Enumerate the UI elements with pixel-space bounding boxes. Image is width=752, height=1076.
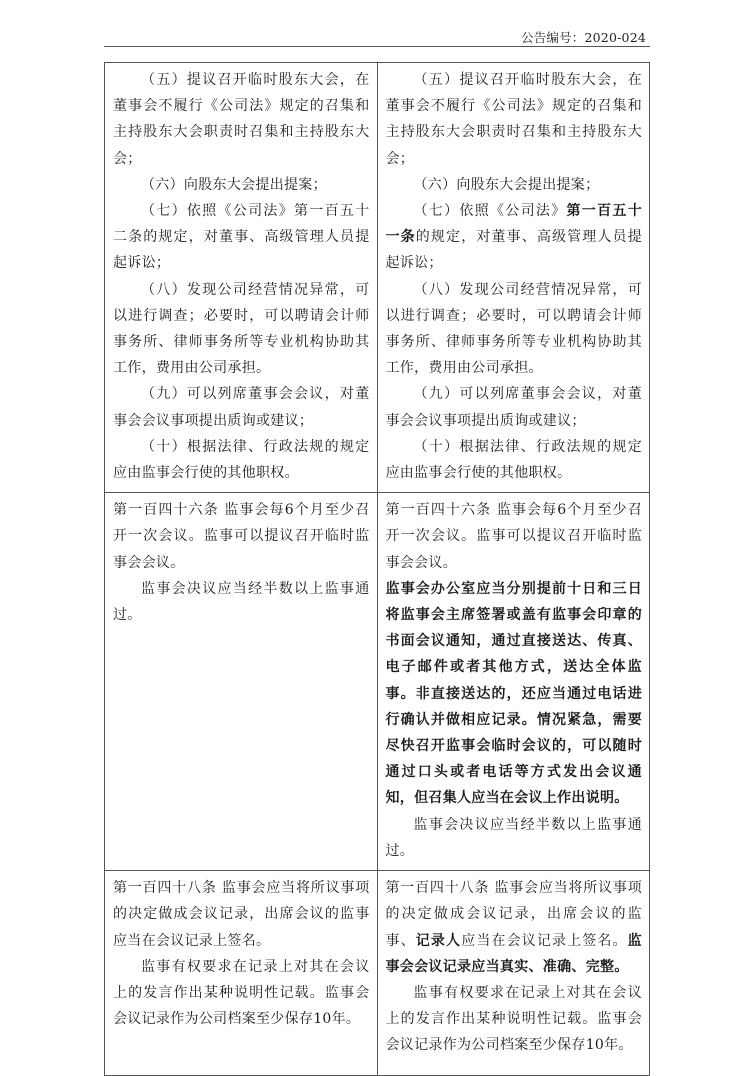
- clause-text: （七）依照《公司法》: [413, 203, 567, 220]
- clause-paragraph: （八）发现公司经营情况异常，可以进行调查；必要时，可以聘请会计师事务所、律师事务所等专业机构协助其工作，费用由公司承担。: [113, 281, 370, 377]
- clause-paragraph: 监事会决议应当经半数以上监事通过。: [113, 580, 370, 624]
- clause-text: 的规定，对董事、高级管理人员提起诉讼；: [385, 229, 642, 272]
- table-row: [105, 493, 650, 871]
- table-row: [105, 871, 650, 1076]
- clause-paragraph: 监事有权要求在记录上对其在会议上的发言作出某种说明性记载。监事会会议记录作为公司档案至少保存10年。: [385, 984, 642, 1054]
- article-paragraph: 第一百四十八条 监事会应当将所议事项的决定做成会议记录，出席会议的监事应当在会议记录上签名。: [113, 880, 370, 949]
- table-row: [105, 63, 650, 493]
- clause-paragraph: （五）提议召开临时股东大会，在董事会不履行《公司法》规定的召集和主持股东大会职责时召集和主持股东大会；: [385, 72, 642, 167]
- clause-paragraph: （五）提议召开临时股东大会，在董事会不履行《公司法》规定的召集和主持股东大会职责时召集和主持股东大会；: [113, 72, 370, 167]
- revised-text: 监事会办公室应当分别提前十日和三日将监事会主席签署或盖有监事会印章的书面会议通知，通过直接送达、传真、电子邮件或者其他方式，送达全体监事。非直接送达的，还应当通过电话进行确认并做相应记录。情况紧急，需要尽快召开监事会临时会议的，可以随时通过口头或者电话等方式发出会议通知，但召集人应当在会议上作出说明。: [385, 580, 642, 807]
- right-cell-revised: [377, 63, 650, 493]
- right-cell-revised: [377, 493, 650, 871]
- revised-text: 监事会会议记录应当真实、准确、完整。: [385, 932, 642, 975]
- clause-paragraph: （八）发现公司经营情况异常，可以进行调查；必要时，可以聘请会计师事务所、律师事务所等专业机构协助其工作，费用由公司承担。: [385, 281, 642, 377]
- right-cell-revised: [377, 871, 650, 1076]
- announcement-number: 公告编号：2020-024: [521, 30, 646, 45]
- clause-paragraph: （十）根据法律、行政法规的规定应由监事会行使的其他职权。: [385, 438, 642, 482]
- revised-text: 记录人: [415, 932, 462, 949]
- clause-paragraph: 监事会决议应当经半数以上监事通过。: [385, 816, 642, 859]
- header-divider: [104, 46, 650, 47]
- clause-paragraph: [386, 198, 643, 277]
- article-paragraph: [386, 875, 643, 980]
- clause-paragraph: （六）向股东大会提出提案；: [141, 176, 327, 193]
- clause-paragraph: （六）向股东大会提出提案；: [413, 176, 600, 193]
- clause-text: 应当在会议记录上签名。: [461, 932, 628, 949]
- clause-paragraph: （九）可以列席董事会会议，对董事会会议事项提出质询或建议；: [385, 386, 642, 429]
- article-paragraph: 第一百四十六条 监事会每6个月至少召开一次会议。监事可以提议召开临时监事会会议。: [385, 502, 642, 571]
- left-cell-original: [105, 871, 378, 1076]
- left-cell-original: [105, 493, 378, 871]
- article-paragraph: 第一百四十六条 监事会每6个月至少召开一次会议。监事可以提议召开临时监事会会议。: [113, 502, 370, 571]
- clause-paragraph: （九）可以列席董事会会议，对董事会会议事项提出质询或建议；: [113, 386, 370, 429]
- left-cell-original: [105, 63, 378, 493]
- revised-text: 第一百五十一条: [385, 203, 642, 246]
- clause-paragraph: 监事有权要求在记录上对其在会议上的发言作出某种说明性记载。监事会会议记录作为公司档案至少保存10年。: [113, 958, 370, 1028]
- comparison-table: [104, 62, 650, 1076]
- clause-paragraph: （十）根据法律、行政法规的规定应由监事会行使的其他职权。: [113, 438, 370, 482]
- clause-text: 第一百四十八条 监事会应当将所议事项的决定做成会议记录，出席会议的监事、: [385, 880, 642, 949]
- clause-paragraph: （七）依照《公司法》第一百五十二条的规定，对董事、高级管理人员提起诉讼；: [113, 203, 370, 272]
